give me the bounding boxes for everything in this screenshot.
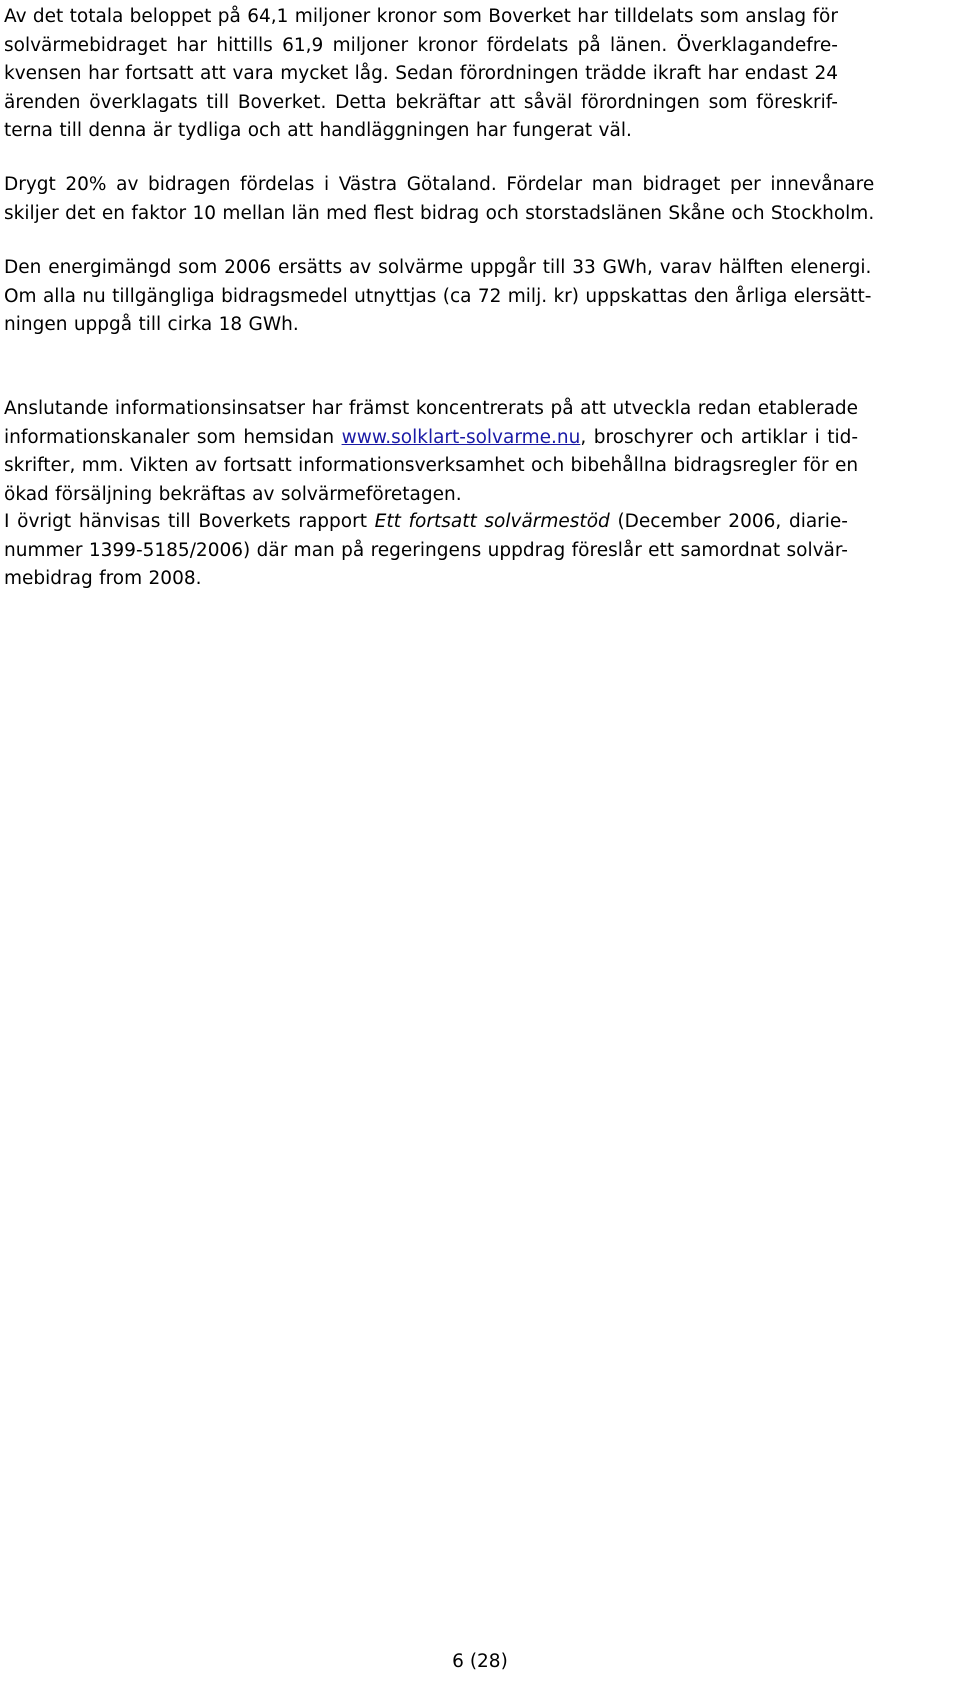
text-line: mebidrag from 2008.	[4, 568, 202, 589]
page-number: 6 (28)	[452, 1651, 508, 1672]
text-line: Anslutande informationsinsatser har främst koncentrerats på att utveckla redan etablerade	[4, 398, 859, 419]
paragraph-energimangd	[4, 254, 871, 340]
text-segment: , broschyrer och artiklar i tid-	[580, 426, 859, 448]
text-line: Av det totala beloppet på 64,1 miljoner kronor som Boverket har tilldelats som anslag för	[4, 6, 838, 27]
website-link[interactable]: www.solklart-solvarme.nu	[341, 426, 581, 448]
text-line: nummer 1399-5185/2006) där man på regeringens uppdrag föreslår ett samordnat solvär-	[4, 539, 848, 561]
paragraph-bidrag-fordelning	[4, 3, 838, 146]
text-line: terna till denna är tydliga och att handläggningen har fungerat väl.	[4, 120, 632, 141]
text-line: kvensen har fortsatt att vara mycket låg. Sedan förordningen trädde ikraft har endast 24	[4, 63, 838, 84]
paragraph-vastra-gotaland	[4, 171, 874, 228]
text-line: ningen uppgå till cirka 18 GWh.	[4, 314, 299, 335]
paragraph-informationsinsatser	[4, 395, 858, 509]
text-line	[4, 424, 858, 453]
text-line: solvärmebidraget har hittills 61,9 miljoner kronor fördelats på länen. Överklagandefre-	[4, 34, 838, 56]
text-line: Den energimängd som 2006 ersätts av solvärme uppgår till 33 GWh, varav hälften elenergi.	[4, 257, 872, 278]
text-line: ökad försäljning bekräftas av solvärmeföretagen.	[4, 483, 462, 505]
text-line: ärenden överklagats till Boverket. Detta bekräftar att såväl förordningen som föreskrif-	[4, 91, 838, 113]
text-segment: informationskanaler som hemsidan	[4, 426, 342, 448]
text-line: Drygt 20% av bidragen fördelas i Västra Götaland. Fördelar man bidraget per innevånare	[4, 174, 875, 195]
text-line: skiljer det en faktor 10 mellan län med flest bidrag och storstadslänen Skåne och Stockholm.	[4, 202, 875, 224]
paragraph-boverkets-rapport	[4, 508, 848, 594]
text-segment: (December 2006, diarie-	[609, 511, 848, 532]
report-title: Ett fortsatt solvärmestöd	[374, 511, 610, 532]
text-line: skrifter, mm. Vikten av fortsatt informationsverksamhet och bibehållna bidragsregler för en	[4, 455, 859, 476]
text-line	[4, 508, 848, 537]
text-segment: I övrigt hänvisas till Boverkets rapport	[4, 511, 375, 532]
text-line: Om alla nu tillgängliga bidragsmedel utnyttjas (ca 72 milj. kr) uppskattas den årliga elersätt-	[4, 285, 872, 307]
